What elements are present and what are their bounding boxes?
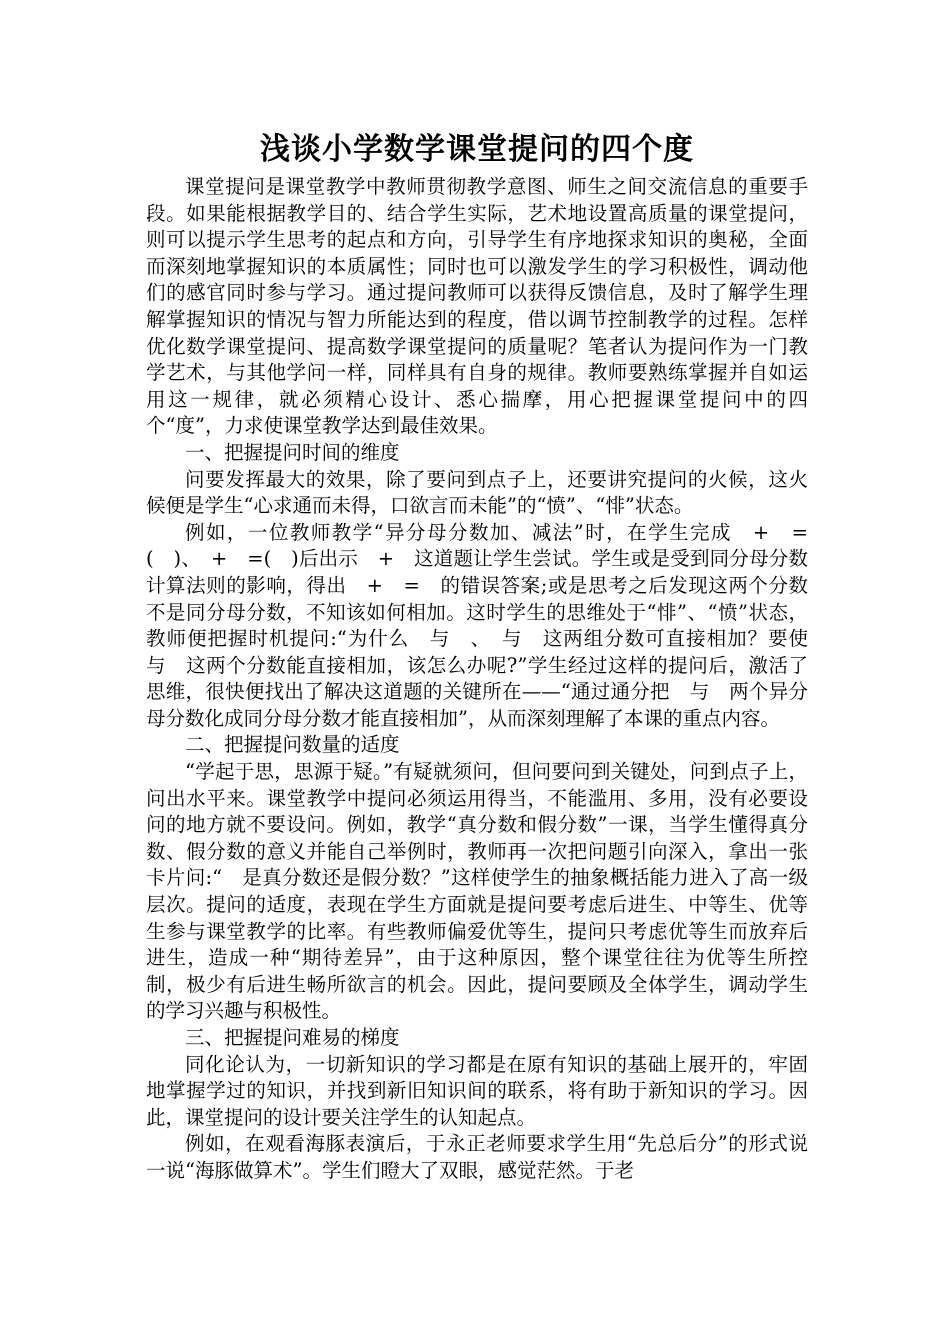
body-paragraph: 同化论认为，一切新知识的学习都是在原有知识的基础上展开的，牢固地掌握学过的知识，并找到新旧知识间的联系，将有助于新知识的学习。因此，课堂提问的设计要关注学生的认知起点。: [146, 1052, 808, 1129]
document-title: 浅谈小学数学课堂提问的四个度: [260, 132, 694, 167]
body-paragraph: 例如，在观看海豚表演后，于永正老师要求学生用“先总后分”的形式说一说“海豚做算术”。学生们瞪大了双眼，感觉茫然。于老: [146, 1132, 808, 1182]
document-page: [146, 128, 828, 1185]
body-paragraph: 问要发挥最大的效果，除了要问到点子上，还要讲究提问的火候，这火候便是学生“心求通而未得，口欲言而未能”的“愤”、“悱”状态。: [146, 467, 808, 518]
intro-paragraph: 课堂提问是课堂教学中教师贯彻教学意图、师生之间交流信息的重要手段。如果能根据教学目的、结合学生实际，艺术地设置高质量的课堂提问，则可以提示学生思考的起点和方向，引导学生有序地探求知识的奥秘，全面而深刻地掌握知识的本质属性；同时也可以激发学生的学习积极性，调动他们的感官同时参与学习。通过提问教师可以获得反馈信息，及时了解学生理解掌握知识的情况与智力所能达到的程度，借以调节控制教学的过程。怎样优化数学课堂提问、提高数学课堂提问的质量呢？笔者认为提问作为一门教学艺术，与其他学问一样，同样具有自身的规律。教师要熟练掌握并自如运用这一规律，就必须精心设计、悉心揣摩，用心把握课堂提问中的四个“度”，力求使课堂教学达到最佳效果。: [146, 175, 808, 438]
body-paragraph: 例如，一位教师教学“异分母分数加、减法”时，在学生完成 + =( )、 + =( )后出示 + 这道题让学生尝试。学生或是受到同分母分数计算法则的影响，得出 + = 的错误答案;或是思考之后发现这两个分数不是同分母分数，不知该如何相加。这时学生的思维处于“悱”、“愤”状态，教师便把握时机提问:“为什么 与 、 与 这两组分数可直接相加？要使 与 这两个分数能直接相加，该怎么办呢?”学生经过这样的提问后，激活了思维，很快便找出了解决这道题的关键所在——“通过通分把 与 两个异分母分数化成同分母分数才能直接相加”，从而深刻理解了本课的重点内容。: [146, 520, 828, 730]
section-heading-3: 三、把握提问难易的梯度: [185, 1026, 400, 1049]
body-paragraph: “学起于思，思源于疑。”有疑就须问，但问要问到关键处，问到点子上，问出水平来。课堂教学中提问必须运用得当，不能滥用、多用，没有必要设问的地方就不要设问。例如，教学“真分数和假分数”一课，当学生懂得真分数、假分数的意义并能自己举例时，教师再一次把问题引向深入，拿出一张卡片问:“ 是真分数还是假分数？”这样使学生的抽象概括能力进入了高一级层次。提问的适度，表现在学生方面就是提问要考虑后进生、中等生、优等生参与课堂教学的比率。有些教师偏爱优等生，提问只考虑优等生而放弃后进生，造成一种“期待差异”，由于这种原因，整个课堂往往为优等生所控制，极少有后进生畅所欲言的机会。因此，提问要顾及全体学生，调动学生的学习兴趣与积极性。: [146, 760, 808, 1023]
section-heading-1: 一、把握提问时间的维度: [185, 440, 400, 464]
section-heading-2: 二、把握提问数量的适度: [185, 733, 400, 757]
document-body: [146, 174, 828, 1185]
